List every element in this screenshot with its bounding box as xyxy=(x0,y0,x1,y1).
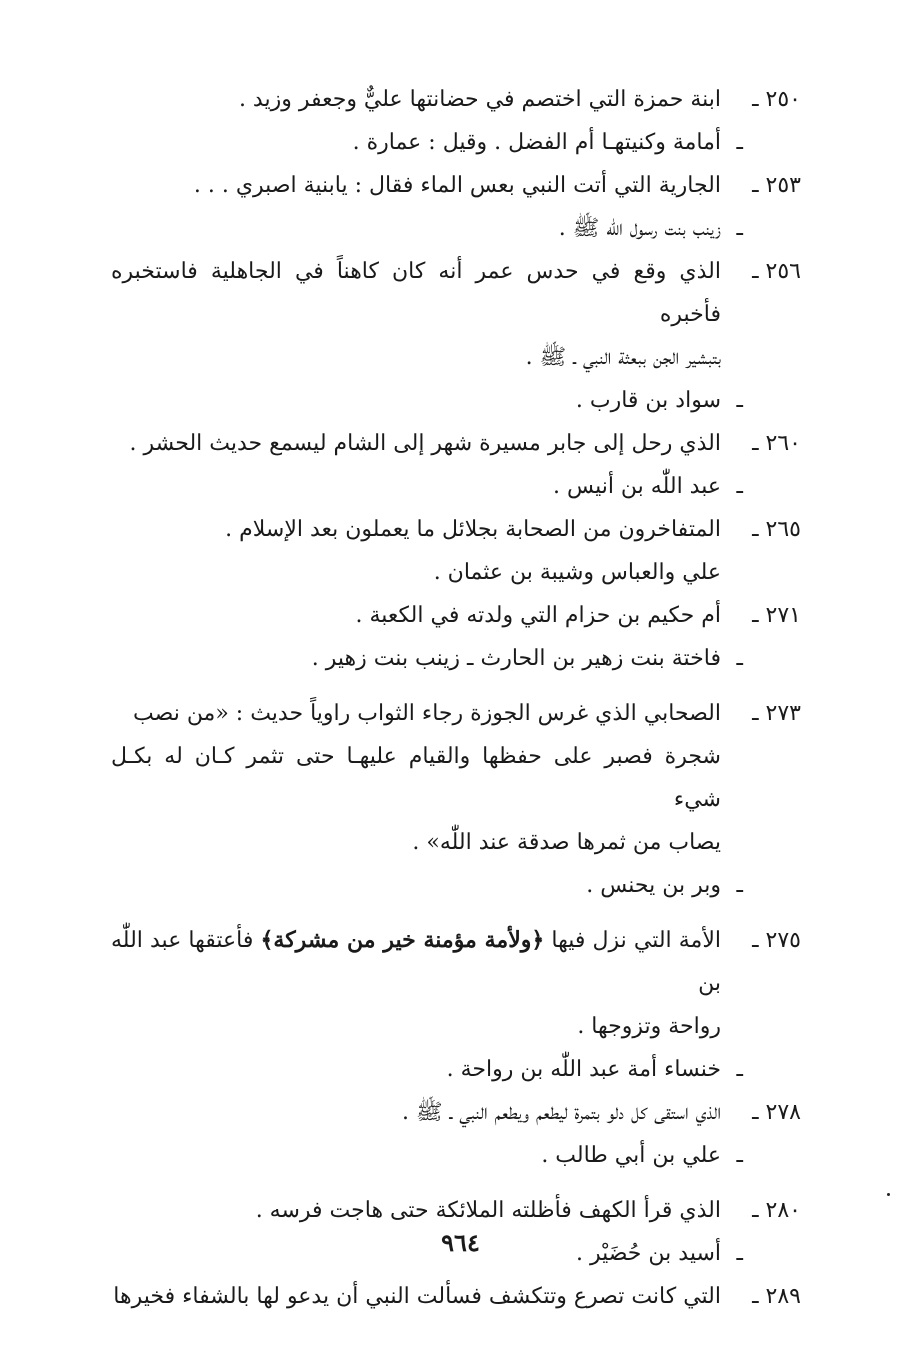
answer-dash: ـ xyxy=(736,388,743,413)
question-line: المتفاخرون من الصحابة بجلائل ما يعملون بعد الإسلام . xyxy=(225,517,721,542)
entry-question xyxy=(111,1275,801,1318)
question-line: ابنة حمزة التي اختصم في حضانتها عليٌّ وجعفر وزيد . xyxy=(238,87,721,112)
entry-answer xyxy=(111,379,801,422)
entry-answer xyxy=(111,465,801,508)
entry xyxy=(111,164,801,250)
question-line: يصاب من ثمرها صدقة عند اللّٰه» . xyxy=(412,830,721,855)
question-line: أم حكيم بن حزام التي ولدته في الكعبة . xyxy=(355,603,721,628)
answer-dash: ـ xyxy=(736,474,743,499)
question-line: الذي رحل إلى جابر مسيرة شهر إلى الشام ليسمع حديث الحشر . xyxy=(129,431,721,456)
question-line: شجرة فصبر على حفظها والقيام عليهـا حتى تثمر كـان له بكـل شيء xyxy=(111,744,721,812)
scan-speck xyxy=(887,1193,890,1196)
question-line: الصحابي الذي غرس الجوزة رجاء الثواب راوياً حديث : «من نصب xyxy=(133,701,721,726)
entry xyxy=(111,594,801,680)
answer-dash: ـ xyxy=(736,1241,743,1266)
question-line: الذي استقى كل دلو بتمرة ليطعم ويطعم النبي ـ ﷺ . xyxy=(401,1100,721,1125)
entry-question xyxy=(111,1189,801,1232)
entry-answer xyxy=(111,1048,801,1091)
entry-number: ٢٧١ ـ xyxy=(752,603,801,628)
question-line: الذي وقع في حدس عمر أنه كان كاهناً في الجاهلية فاستخبره فأخبره xyxy=(111,259,721,327)
answer-text: فاختة بنت زهير بن الحارث ـ زينب بنت زهير . xyxy=(311,646,721,671)
entry-number: ٢٦٠ ـ xyxy=(752,431,801,456)
entry-question xyxy=(111,919,801,1048)
entry-answer xyxy=(111,1134,801,1177)
entry-number: ٢٧٥ ـ xyxy=(752,928,801,953)
entry-number: ٢٧٣ ـ xyxy=(752,701,801,726)
question-text: الأمة التي نزل فيها xyxy=(544,928,721,953)
entry xyxy=(111,692,801,907)
quran-quote: ﴿ولأمة مؤمنة خير من مشركة﴾ xyxy=(260,927,545,953)
entry-question xyxy=(111,692,801,864)
answer-text: عبد اللّٰه بن أنيس . xyxy=(553,474,721,499)
answer-dash: ـ xyxy=(736,873,743,898)
entry-answer xyxy=(111,637,801,680)
entry-question xyxy=(111,508,801,551)
entry xyxy=(111,508,801,594)
question-line: الجارية التي أتت النبي بعس الماء فقال : يابنية اصبري . . . xyxy=(193,173,721,198)
question-line: التي كانت تصرع وتتكشف فسألت النبي أن يدعو لها بالشفاء فخيرها xyxy=(113,1284,721,1309)
answer-text: خنساء أمة عبد اللّٰه بن رواحة . xyxy=(446,1057,721,1082)
question-text: فأعتقها عبد اللّٰه بن xyxy=(111,928,721,996)
answer-text: علي بن أبي طالب . xyxy=(541,1143,721,1168)
answer-dash: ـ xyxy=(736,1057,743,1082)
entry-answer xyxy=(111,864,801,907)
entry xyxy=(111,1275,801,1318)
entry-number: ٢٥٠ ـ xyxy=(752,87,801,112)
page-number: ٩٦٤ xyxy=(441,1228,480,1257)
answer-dash: ـ xyxy=(736,130,743,155)
answer-dash: ـ xyxy=(736,1143,743,1168)
entry-number: ٢٥٣ ـ xyxy=(752,173,801,198)
entry-question xyxy=(111,78,801,121)
answer-text: زينب بنت رسول اللّٰه ﷺ . xyxy=(558,216,721,241)
answer-text: أمامة وكنيتهـا أم الفضل . وقيل : عمارة . xyxy=(352,130,721,155)
question-line: رواحة وتزوجها . xyxy=(577,1014,721,1039)
question-line xyxy=(111,919,721,1005)
answer-text: وبر بن يحنس . xyxy=(586,873,721,898)
entry-number: ٢٥٦ ـ xyxy=(752,259,801,284)
entry-number: ٢٧٨ ـ xyxy=(752,1100,801,1125)
entry-question xyxy=(111,422,801,465)
answer-text: علي والعباس وشيبة بن عثمان . xyxy=(433,560,721,585)
answer-dash: ـ xyxy=(736,646,743,671)
entry-number: ٢٦٥ ـ xyxy=(752,517,801,542)
entry xyxy=(111,919,801,1091)
entry-answer xyxy=(111,207,801,250)
entry xyxy=(111,1091,801,1177)
question-line: الذي قرأ الكهف فأظلته الملائكة حتى هاجت فرسه . xyxy=(255,1198,721,1223)
entry-question xyxy=(111,1091,801,1134)
answer-dash: ـ xyxy=(736,216,743,241)
question-line: بتبشير الجن ببعثة النبي ـ ﷺ . xyxy=(525,345,721,370)
entry xyxy=(111,250,801,422)
entry-question xyxy=(111,164,801,207)
entry-question xyxy=(111,250,801,379)
entry-question xyxy=(111,594,801,637)
entry-number: ٢٨٩ ـ xyxy=(752,1284,801,1309)
entry-number: ٢٨٠ ـ xyxy=(752,1198,801,1223)
answer-text: أسيد بن حُضَيْر . xyxy=(575,1241,721,1266)
entry xyxy=(111,422,801,508)
entry xyxy=(111,78,801,164)
entry-answer xyxy=(111,121,801,164)
answer-text: سواد بن قارب . xyxy=(575,388,721,413)
entry-answer xyxy=(111,551,801,594)
entries-list xyxy=(111,78,801,1318)
